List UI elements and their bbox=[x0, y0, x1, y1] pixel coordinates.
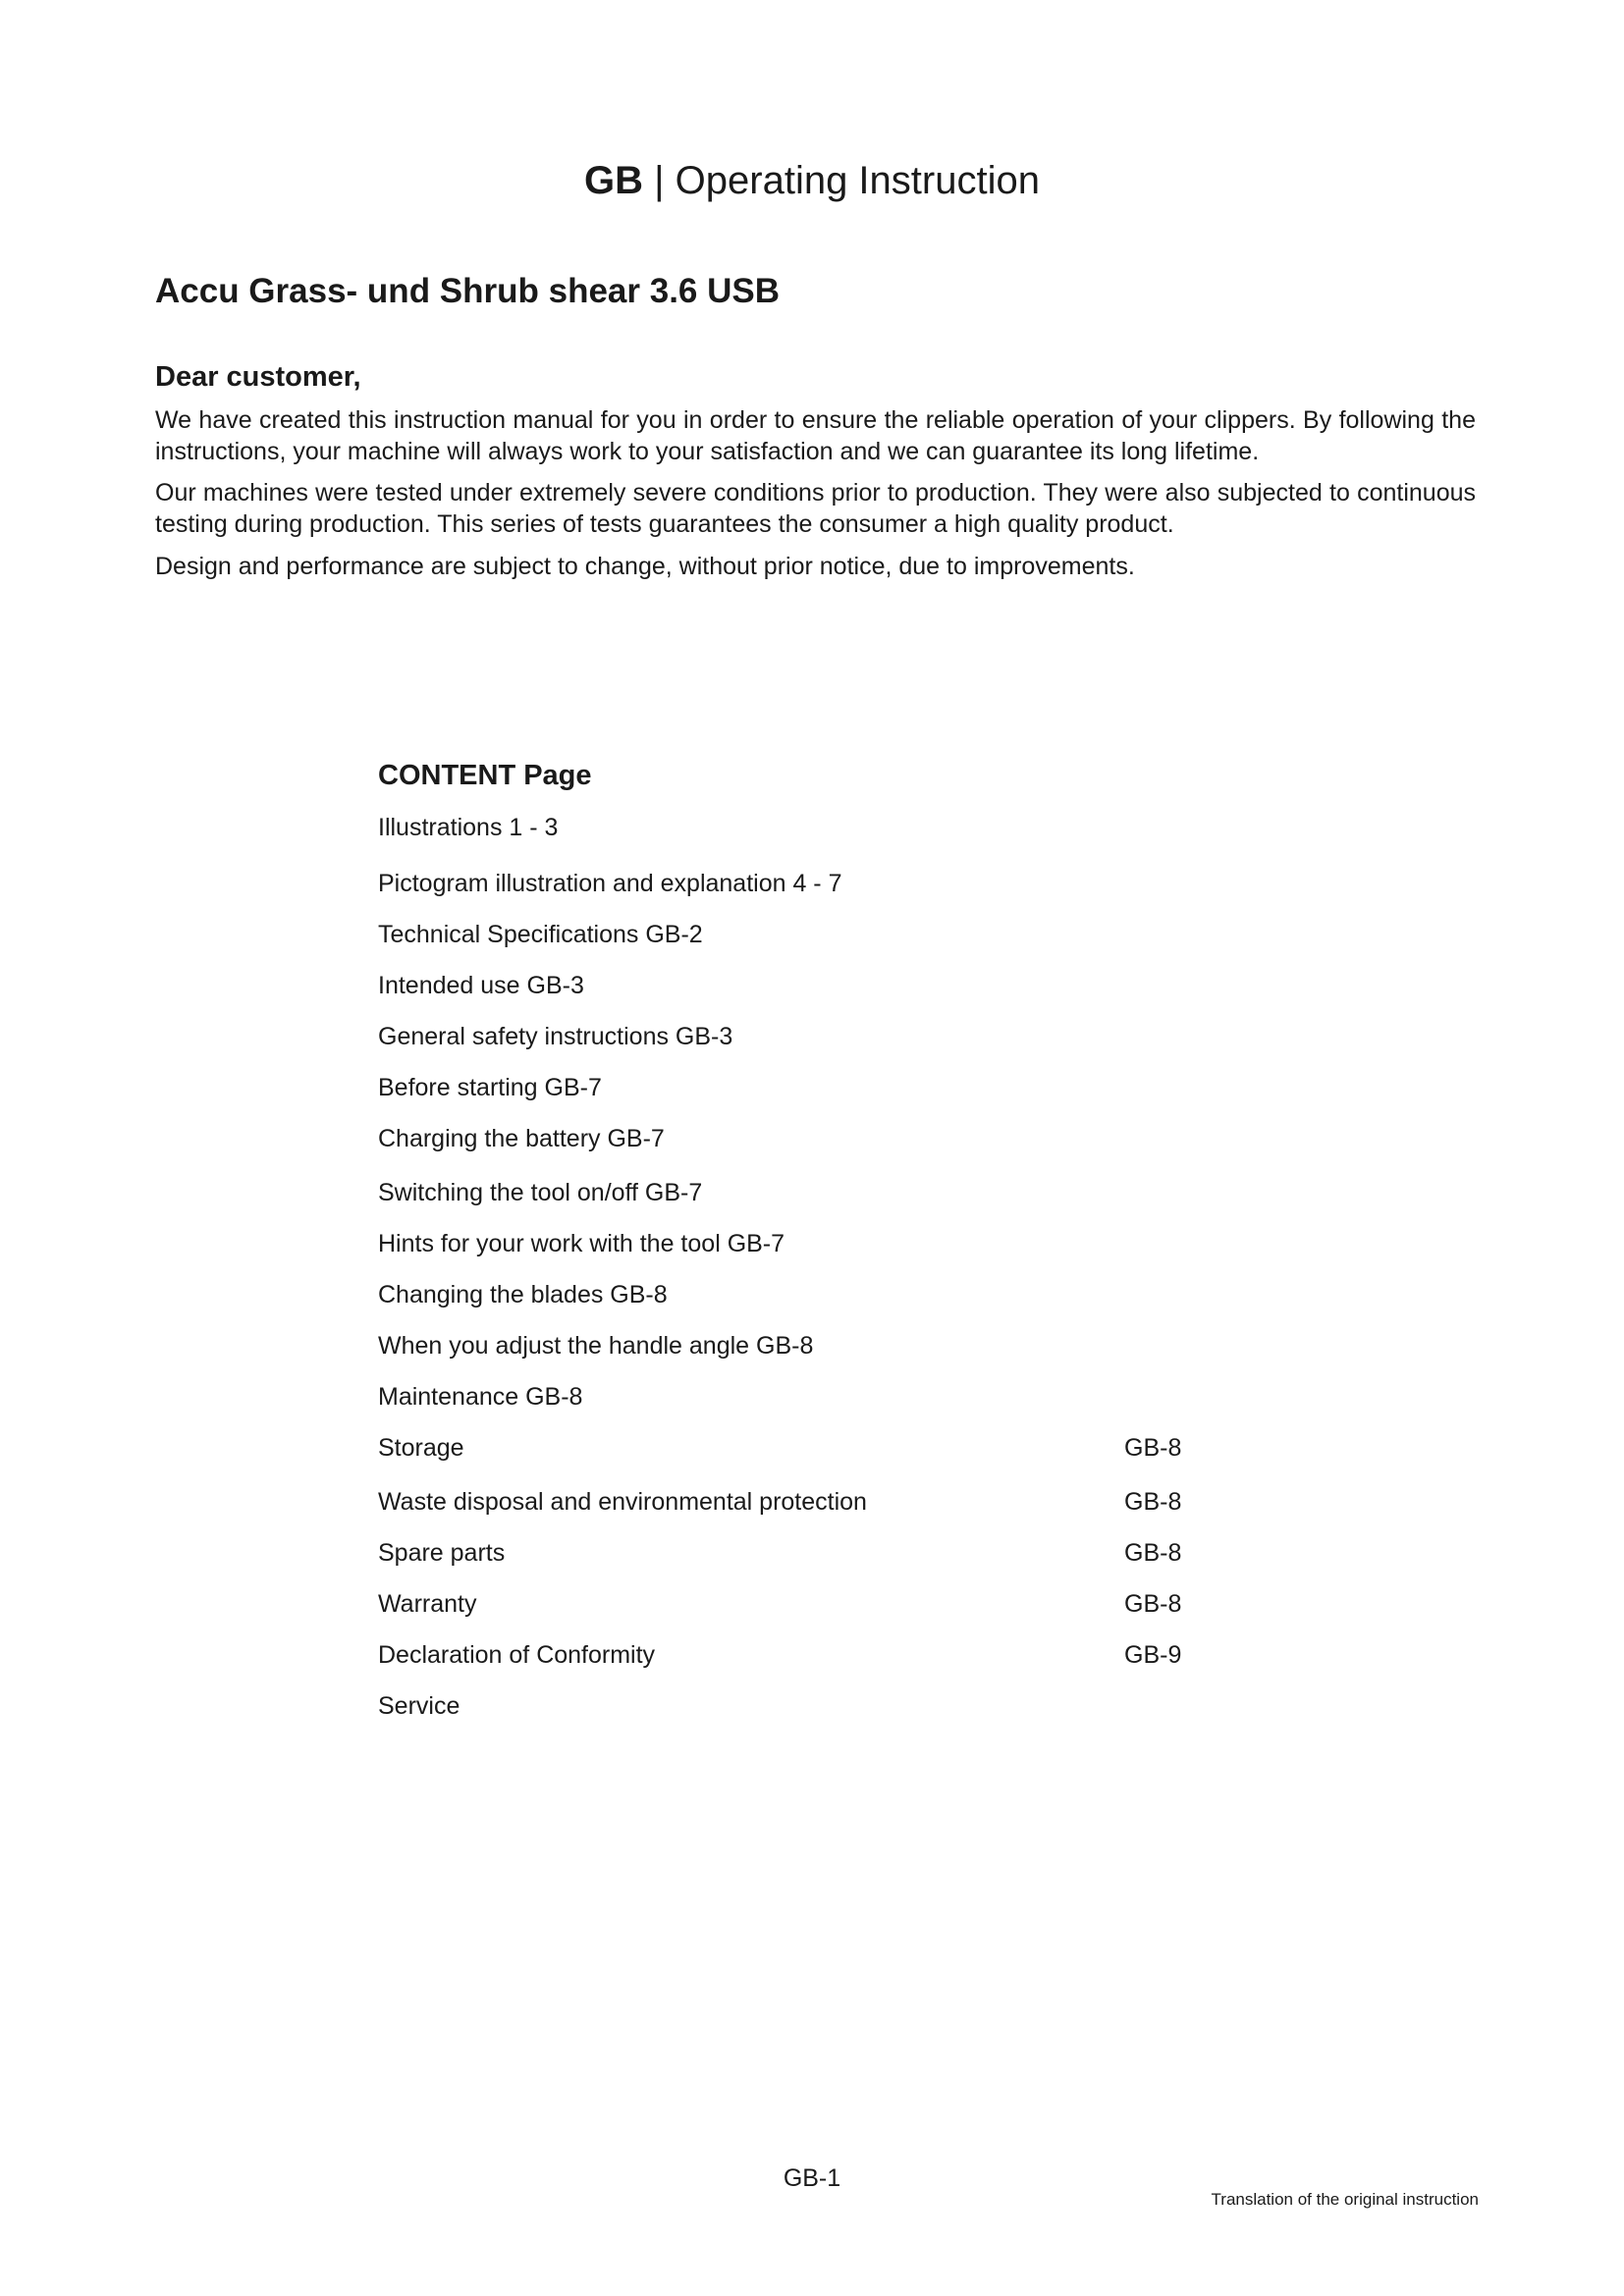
toc-entry-title: Technical Specifications GB-2 bbox=[378, 921, 703, 948]
toc-entry-title: When you adjust the handle angle GB-8 bbox=[378, 1332, 814, 1360]
header-separator: | bbox=[654, 159, 665, 202]
translation-note: Translation of the original instruction bbox=[1211, 2190, 1479, 2209]
toc-entry-title: Before starting GB-7 bbox=[378, 1074, 602, 1101]
intro-paragraph: We have created this instruction manual for you in order to ensure the reliable operation of your clippers. By following the instructions, your machine will always work to your satisfaction and we can guarantee its long lifetime. bbox=[155, 406, 1476, 465]
language-code: GB bbox=[584, 159, 644, 202]
toc-entry-page: GB-9 bbox=[1124, 1641, 1182, 1669]
toc-entry-title: Hints for your work with the tool GB-7 bbox=[378, 1230, 785, 1257]
intro-paragraph: Design and performance are subject to change, without prior notice, due to improvements. bbox=[155, 553, 1135, 580]
toc-entry bbox=[378, 970, 1183, 1001]
toc-entry bbox=[378, 919, 1183, 950]
toc-entry bbox=[378, 1279, 1183, 1310]
toc-entry bbox=[378, 1381, 1183, 1413]
toc-entry bbox=[378, 1177, 1183, 1208]
toc-entry bbox=[378, 1021, 1183, 1052]
toc-entry-title: Maintenance GB-8 bbox=[378, 1383, 583, 1411]
toc-entry bbox=[378, 1123, 1183, 1154]
toc-entry-title: Charging the battery GB-7 bbox=[378, 1125, 665, 1152]
toc-entry bbox=[378, 1537, 1183, 1569]
toc-entry-title: Warranty bbox=[378, 1590, 477, 1618]
toc-entry bbox=[378, 1072, 1183, 1103]
toc-entry-title: Pictogram illustration and explanation 4 - 7 bbox=[378, 870, 842, 897]
header-title-text: Operating Instruction bbox=[675, 159, 1040, 202]
toc-entry bbox=[378, 1690, 1183, 1722]
product-title: Accu Grass- und Shrub shear 3.6 USB bbox=[155, 272, 781, 310]
toc-entry-title: Spare parts bbox=[378, 1539, 506, 1567]
toc-entry bbox=[378, 1432, 1183, 1464]
toc-entry-title: Declaration of Conformity bbox=[378, 1641, 656, 1669]
toc-entry-title: Intended use GB-3 bbox=[378, 972, 584, 999]
toc-entry-title: Switching the tool on/off GB-7 bbox=[378, 1179, 703, 1206]
toc-entry-title: Changing the blades GB-8 bbox=[378, 1281, 668, 1308]
toc-entry-title: Waste disposal and environmental protection bbox=[378, 1488, 867, 1516]
page-number: GB-1 bbox=[783, 2164, 841, 2192]
toc-entry bbox=[378, 1639, 1183, 1671]
toc-entry-page: GB-8 bbox=[1124, 1488, 1182, 1516]
toc-entry bbox=[378, 812, 1183, 843]
greeting-heading: Dear customer, bbox=[155, 361, 361, 393]
toc-entry-title: General safety instructions GB-3 bbox=[378, 1023, 733, 1050]
toc-entry-page: GB-8 bbox=[1124, 1590, 1182, 1618]
toc-entry-title: Service bbox=[378, 1692, 460, 1720]
toc-entry bbox=[378, 1330, 1183, 1362]
toc-heading: CONTENT Page bbox=[378, 760, 592, 791]
toc-entry-page: GB-8 bbox=[1124, 1539, 1182, 1567]
toc-entry bbox=[378, 1486, 1183, 1518]
toc-entry bbox=[378, 868, 1183, 899]
document-header bbox=[0, 157, 1624, 204]
toc-entry-title: Storage bbox=[378, 1434, 464, 1462]
intro-paragraph: Our machines were tested under extremely severe conditions prior to production. They were also subjected to continuous testing during production. This series of tests guarantees the consumer a high quality product. bbox=[155, 479, 1476, 538]
toc-entry bbox=[378, 1588, 1183, 1620]
toc-entry bbox=[378, 1228, 1183, 1259]
toc-entry-page: GB-8 bbox=[1124, 1434, 1182, 1462]
toc-entry-title: Illustrations 1 - 3 bbox=[378, 814, 559, 841]
